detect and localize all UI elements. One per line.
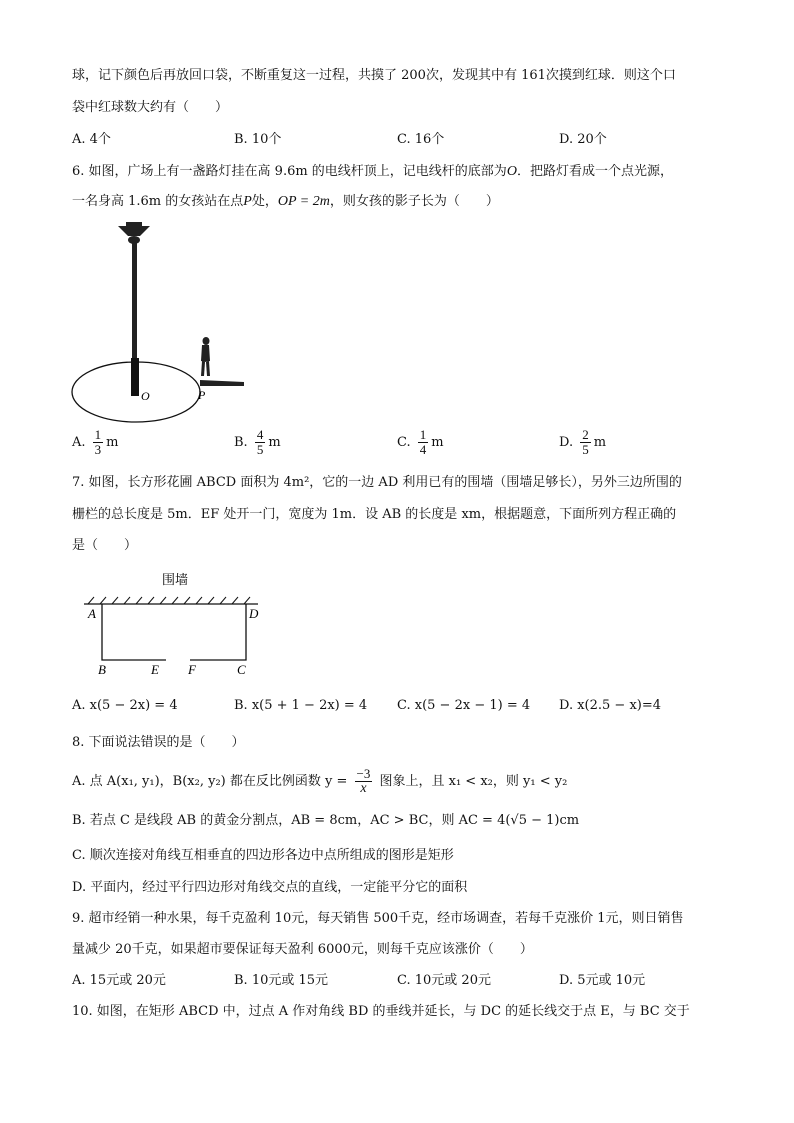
- q7-line-3: 是（ ）: [72, 538, 138, 553]
- numerator: 2: [582, 427, 589, 442]
- q8-option-d: D. 平面内，经过平行四边形对角线交点的直线，一定能平分它的面积: [72, 880, 468, 895]
- label-d: D: [249, 606, 259, 621]
- q6-line-1: [72, 163, 673, 181]
- unit: m: [431, 435, 444, 450]
- q7-option-b: B. x(5 + 1 − 2x) = 4: [234, 698, 368, 713]
- q9-line-2: 量减少 20千克，如果超市要保证每天盈利 6000元，则每千克应该涨价（ ）: [72, 942, 533, 957]
- q6-option-b-fraction: [255, 428, 266, 457]
- unit: m: [593, 435, 607, 450]
- q8-option-c: C. 顺次连接对角线互相垂直的四边形各边中点所组成的图形是矩形: [72, 848, 454, 863]
- label-o: O: [141, 389, 150, 403]
- unit: m: [268, 435, 281, 450]
- denominator: 4: [419, 442, 427, 457]
- label-f: F: [188, 662, 196, 677]
- numerator: −3: [356, 766, 371, 781]
- lamp-head: [118, 226, 150, 236]
- numerator: 1: [94, 427, 102, 442]
- q5-option-b: B. 10个: [234, 132, 282, 147]
- q10-line-1: 10. 如图，在矩形 ABCD 中，过点 A 作对角线 BD 的垂线并延长，与 DC 的延长线交于点 E，与 BC 交于: [72, 1004, 690, 1019]
- q9-option-d: D. 5元或 10元: [559, 973, 646, 988]
- denominator: 5: [582, 442, 589, 457]
- unit: m: [106, 435, 119, 450]
- q6-line-1-text-a: 6. 如图，广场上有一盏路灯挂在高 9.6m 的电线杆顶上，记电线杆的底部为: [72, 164, 507, 179]
- girl-figure: [201, 337, 210, 376]
- q9-option-a: A. 15元或 20元: [72, 973, 166, 988]
- q6-option-b: [234, 428, 281, 457]
- q7-fence-figure: [80, 568, 280, 683]
- lamp-pole: [132, 242, 137, 358]
- q7-line-1: 7. 如图，长方形花圃 ABCD 面积为 4m²，它的一边 AD 利用已有的围墙（围墙足够长），另外三边所围的: [72, 475, 682, 490]
- q7-option-c: C. x(5 − 2x − 1) = 4: [397, 698, 531, 713]
- q6-line-2-text-e: ，则女孩的影子长为（ ）: [329, 194, 499, 209]
- fence: [102, 604, 246, 660]
- q6-line-2: [72, 193, 499, 211]
- q6-option-d-fraction: [580, 428, 591, 457]
- denominator: 3: [94, 442, 102, 457]
- q6-option-a-letter: A.: [72, 435, 86, 450]
- numerator: 4: [256, 427, 264, 442]
- q6-option-c: [397, 428, 444, 457]
- q6-line-2-text-a: 一名身高 1.6m 的女孩站在点: [72, 194, 244, 209]
- q6-option-a-fraction: [93, 428, 104, 457]
- q6-point-p: P: [243, 194, 252, 209]
- q5-line-1: 球，记下颜色后再放回口袋，不断重复这一过程，共摸了 200次，发现其中有 161次摸到红球．则这个口: [72, 68, 676, 83]
- q6-lamp-figure: [66, 216, 256, 426]
- q6-option-d: [559, 428, 606, 457]
- q8-option-a-text-2: 图象上，且 x₁ < x₂，则 y₁ < y₂: [379, 774, 568, 789]
- pole-base: [131, 358, 139, 396]
- label-wall: 围墙: [162, 572, 189, 587]
- label-a: A: [88, 606, 96, 621]
- q5-option-c: C. 16个: [397, 132, 445, 147]
- q6-line-1-text-c: ．把路灯看成一个点光源，: [516, 164, 673, 179]
- q6-option-a: [72, 428, 119, 457]
- denominator: 5: [256, 442, 264, 457]
- q7-line-2: 栅栏的总长度是 5m．EF 处开一门，宽度为 1m．设 AB 的长度是 xm，根据题意，下面所列方程正确的: [72, 507, 677, 522]
- q9-line-1: 9. 超市经销一种水果，每千克盈利 10元，每天销售 500千克，经市场调查，若每千克涨价 1元，则日销售: [72, 911, 684, 926]
- label-p: P: [198, 388, 206, 402]
- q8-option-b: B. 若点 C 是线段 AB 的黄金分割点，AB = 8cm，AC > BC，则 AC = 4(√5 − 1)cm: [72, 813, 580, 828]
- label-c: C: [237, 662, 246, 677]
- q8-title: 8. 下面说法错误的是（ ）: [72, 735, 245, 750]
- q6-option-c-letter: C.: [397, 435, 411, 450]
- q7-option-a: A. x(5 − 2x) = 4: [72, 698, 178, 713]
- q6-point-o: O: [506, 164, 517, 179]
- denominator: x: [360, 781, 367, 796]
- q8-option-a-text-1: A. 点 A(x₁, y₁)，B(x₂, y₂) 都在反比例函数 y =: [72, 774, 348, 789]
- q5-line-2: 袋中红球数大约有（ ）: [72, 100, 229, 115]
- q7-option-d: D. x(2.5 − x)=4: [559, 698, 662, 713]
- numerator: 1: [419, 427, 427, 442]
- q5-option-d: D. 20个: [559, 132, 607, 147]
- q8-option-a: [72, 767, 567, 796]
- q6-op-length: OP = 2m: [277, 194, 330, 209]
- q6-option-d-letter: D.: [559, 435, 574, 450]
- q5-option-a: A. 4个: [72, 132, 111, 147]
- q6-option-b-letter: B.: [234, 435, 248, 450]
- wall-hatching: [88, 597, 250, 604]
- q8-option-a-fraction: [355, 767, 373, 796]
- q6-line-2-text-c: 处，: [251, 194, 278, 209]
- girl-shadow: [200, 380, 244, 386]
- q9-option-c: C. 10元或 20元: [397, 973, 491, 988]
- label-b: B: [98, 662, 106, 677]
- label-e: E: [151, 662, 159, 677]
- q9-option-b: B. 10元或 15元: [234, 973, 329, 988]
- q6-option-c-fraction: [418, 428, 429, 457]
